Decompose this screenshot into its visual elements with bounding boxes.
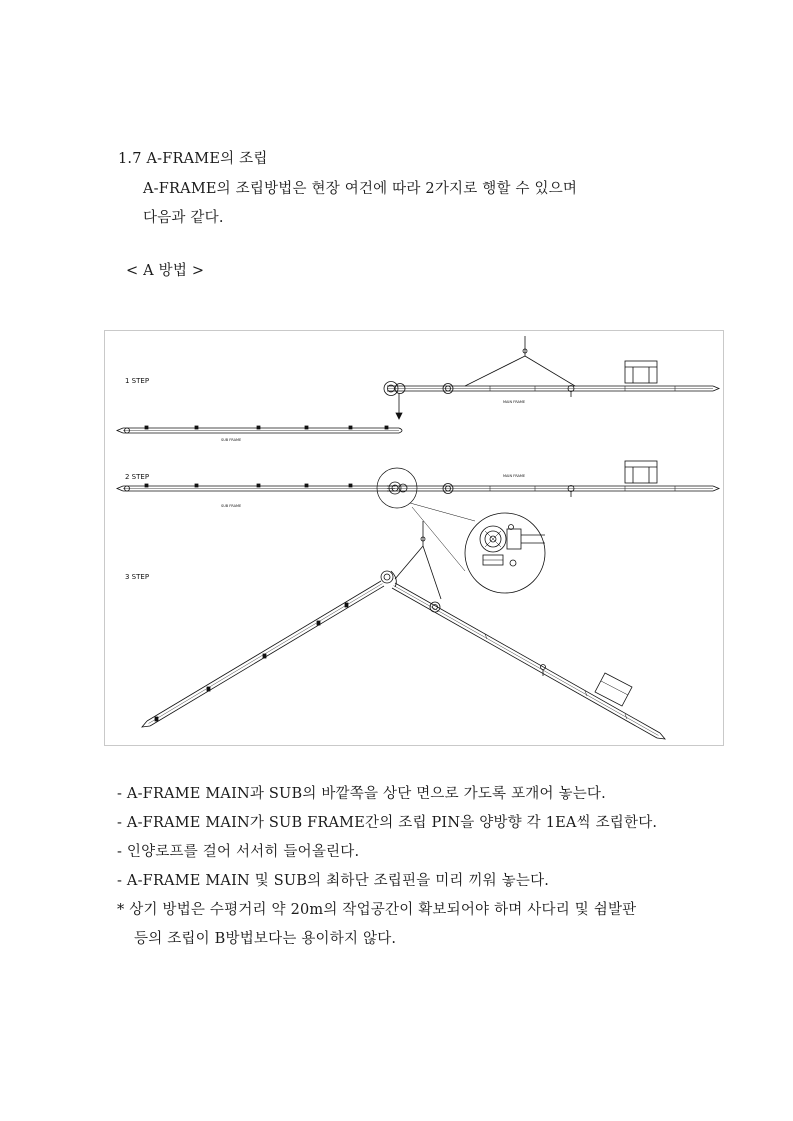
step-1-label: 1 STEP — [125, 377, 150, 385]
note-5: * 상기 방법은 수평거리 약 20m의 작업공간이 확보되어야 하며 사다리 및 쉼발판 — [117, 902, 637, 918]
method-label: < A 방법 > — [126, 263, 205, 279]
main-frame-label-2: MAIN FRAME — [503, 474, 526, 478]
note-2: - A-FRAME MAIN가 SUB FRAME간의 조립 PIN을 양방향 각 1EA씩 조립한다. — [117, 815, 658, 831]
sub-frame-label-1: SUB FRAME — [221, 438, 242, 442]
step2-sub-frame — [117, 484, 395, 508]
step2-joint-detail — [377, 468, 545, 593]
intro-text-line-2: 다음과 같다. — [143, 210, 224, 226]
step3-lifted-frame — [142, 521, 665, 739]
assembly-drawing — [105, 331, 725, 747]
step-3-label: 3 STEP — [125, 573, 150, 581]
step1-main-frame — [384, 336, 719, 419]
note-4: - A-FRAME MAIN 및 SUB의 최하단 조립핀을 미리 끼워 놓는다. — [117, 873, 550, 889]
assembly-diagram — [104, 330, 724, 746]
step1-sub-frame — [117, 426, 402, 442]
note-1: - A-FRAME MAIN과 SUB의 바깥쪽을 상단 면으로 가도록 포개어 놓는다. — [117, 786, 606, 802]
step-2-label: 2 STEP — [125, 473, 150, 481]
note-3: - 인양로프를 걸어 서서히 들어올린다. — [117, 844, 360, 860]
section-heading: 1.7 A-FRAME의 조립 — [118, 151, 268, 167]
step2-main-frame — [387, 461, 719, 497]
sub-frame-label-2: SUB FRAME — [221, 504, 242, 508]
note-5-continued: 등의 조립이 B방법보다는 용이하지 않다. — [134, 931, 397, 947]
intro-text-line-1: A-FRAME의 조립방법은 현장 여건에 따라 2가지로 행할 수 있으며 — [143, 181, 578, 197]
main-frame-label-1: MAIN FRAME — [503, 400, 526, 404]
